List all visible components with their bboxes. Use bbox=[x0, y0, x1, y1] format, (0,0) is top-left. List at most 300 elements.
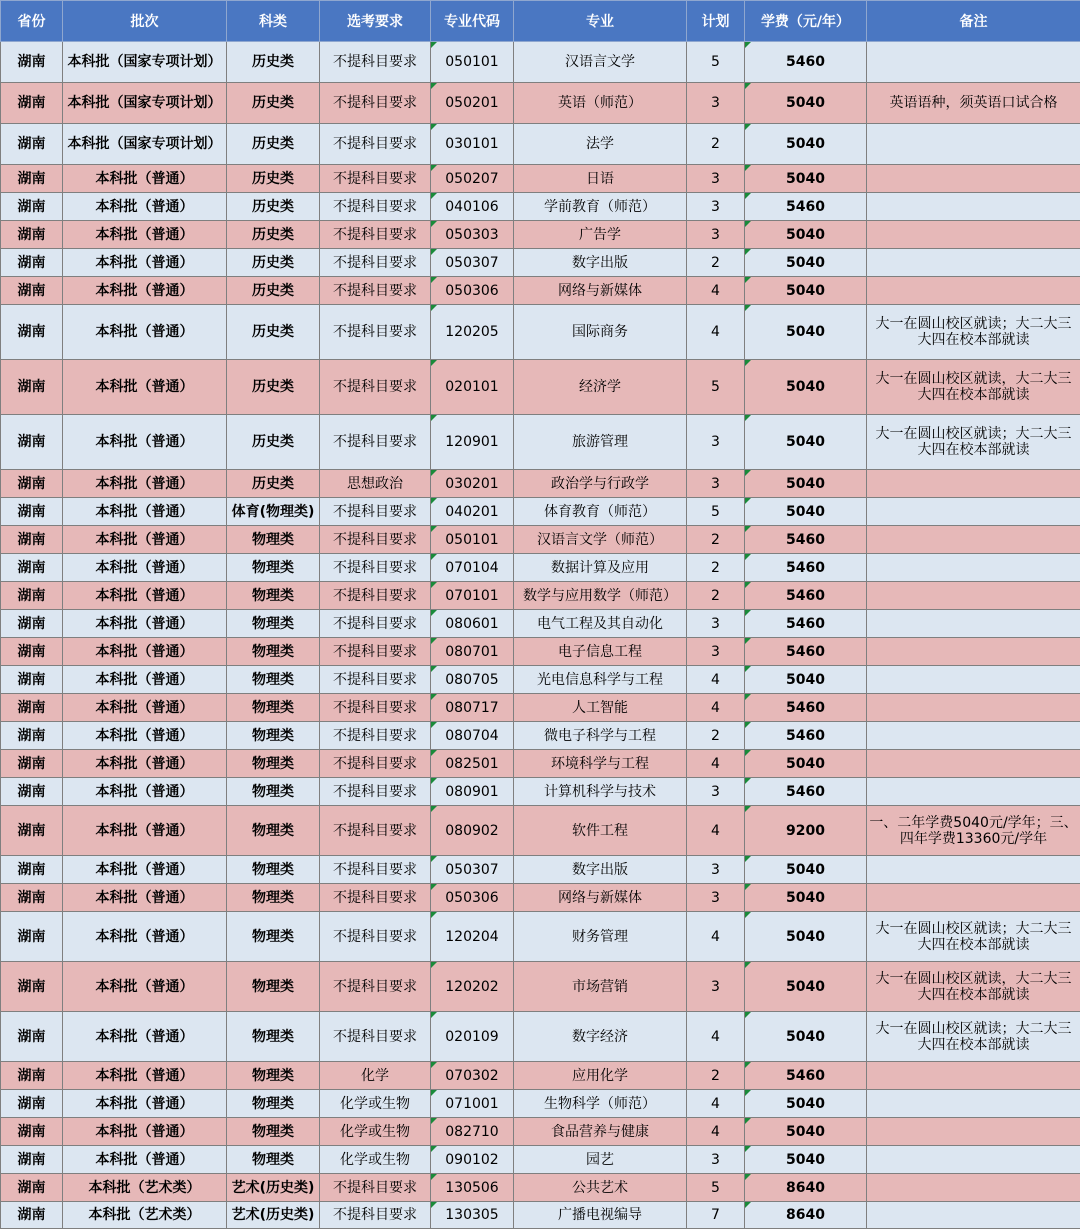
cell-requirement: 不提科目要求 bbox=[320, 1174, 431, 1202]
cell-category: 物理类 bbox=[227, 610, 320, 638]
cell-note: 大一在圆山校区就读；大二大三大四在校本部就读 bbox=[867, 415, 1080, 470]
cell-code: 120205 bbox=[431, 305, 514, 360]
cell-fee: 5040 bbox=[745, 221, 867, 249]
cell-province: 湖南 bbox=[1, 554, 63, 582]
cell-category: 物理类 bbox=[227, 554, 320, 582]
cell-note bbox=[867, 666, 1080, 694]
cell-note bbox=[867, 722, 1080, 750]
cell-province: 湖南 bbox=[1, 962, 63, 1012]
cell-note bbox=[867, 554, 1080, 582]
table-row bbox=[1, 1118, 1080, 1146]
cell-code: 120202 bbox=[431, 962, 514, 1012]
cell-batch: 本科批（普通） bbox=[63, 305, 227, 360]
cell-fee: 5460 bbox=[745, 778, 867, 806]
cell-code: 050101 bbox=[431, 526, 514, 554]
cell-province: 湖南 bbox=[1, 912, 63, 962]
cell-major: 电气工程及其自动化 bbox=[514, 610, 687, 638]
table-row bbox=[1, 249, 1080, 277]
cell-code: 040106 bbox=[431, 193, 514, 221]
cell-plan: 3 bbox=[687, 962, 745, 1012]
cell-category: 物理类 bbox=[227, 856, 320, 884]
cell-requirement: 不提科目要求 bbox=[320, 694, 431, 722]
cell-plan: 4 bbox=[687, 1118, 745, 1146]
cell-plan: 2 bbox=[687, 124, 745, 165]
cell-code: 130506 bbox=[431, 1174, 514, 1202]
cell-major: 软件工程 bbox=[514, 806, 687, 856]
cell-category: 物理类 bbox=[227, 884, 320, 912]
table-row bbox=[1, 884, 1080, 912]
cell-major: 数字出版 bbox=[514, 249, 687, 277]
cell-note: 英语语种，须英语口试合格 bbox=[867, 83, 1080, 124]
cell-note bbox=[867, 1090, 1080, 1118]
table-row bbox=[1, 277, 1080, 305]
cell-batch: 本科批（普通） bbox=[63, 277, 227, 305]
table-row bbox=[1, 193, 1080, 221]
cell-plan: 4 bbox=[687, 305, 745, 360]
cell-plan: 4 bbox=[687, 1012, 745, 1062]
cell-fee: 5460 bbox=[745, 694, 867, 722]
cell-category: 历史类 bbox=[227, 165, 320, 193]
cell-province: 湖南 bbox=[1, 221, 63, 249]
cell-batch: 本科批（普通） bbox=[63, 884, 227, 912]
cell-requirement: 化学或生物 bbox=[320, 1118, 431, 1146]
cell-major: 应用化学 bbox=[514, 1062, 687, 1090]
cell-province: 湖南 bbox=[1, 415, 63, 470]
cell-category: 历史类 bbox=[227, 221, 320, 249]
cell-requirement: 化学或生物 bbox=[320, 1090, 431, 1118]
table-row bbox=[1, 666, 1080, 694]
cell-major: 园艺 bbox=[514, 1146, 687, 1174]
cell-category: 历史类 bbox=[227, 305, 320, 360]
cell-plan: 4 bbox=[687, 750, 745, 778]
cell-fee: 5040 bbox=[745, 165, 867, 193]
cell-requirement: 不提科目要求 bbox=[320, 722, 431, 750]
table-row bbox=[1, 42, 1080, 83]
cell-note bbox=[867, 856, 1080, 884]
cell-category: 物理类 bbox=[227, 778, 320, 806]
cell-note: 大一在圆山校区就读；大二大三大四在校本部就读 bbox=[867, 1012, 1080, 1062]
cell-plan: 2 bbox=[687, 554, 745, 582]
cell-note bbox=[867, 1062, 1080, 1090]
cell-batch: 本科批（普通） bbox=[63, 610, 227, 638]
cell-fee: 5040 bbox=[745, 83, 867, 124]
cell-plan: 2 bbox=[687, 1062, 745, 1090]
cell-code: 070104 bbox=[431, 554, 514, 582]
cell-fee: 5040 bbox=[745, 1090, 867, 1118]
cell-category: 物理类 bbox=[227, 750, 320, 778]
cell-major: 网络与新媒体 bbox=[514, 277, 687, 305]
cell-note bbox=[867, 526, 1080, 554]
cell-batch: 本科批（普通） bbox=[63, 806, 227, 856]
cell-batch: 本科批（普通） bbox=[63, 722, 227, 750]
cell-fee: 5460 bbox=[745, 42, 867, 83]
cell-batch: 本科批（国家专项计划） bbox=[63, 124, 227, 165]
table-row bbox=[1, 360, 1080, 415]
cell-batch: 本科批（普通） bbox=[63, 360, 227, 415]
cell-fee: 5040 bbox=[745, 912, 867, 962]
cell-code: 080601 bbox=[431, 610, 514, 638]
cell-requirement: 不提科目要求 bbox=[320, 526, 431, 554]
table-row bbox=[1, 1012, 1080, 1062]
cell-fee: 5040 bbox=[745, 666, 867, 694]
cell-plan: 3 bbox=[687, 884, 745, 912]
cell-plan: 7 bbox=[687, 1202, 745, 1229]
cell-fee: 8640 bbox=[745, 1174, 867, 1202]
cell-batch: 本科批（艺术类） bbox=[63, 1202, 227, 1229]
cell-batch: 本科批（普通） bbox=[63, 165, 227, 193]
cell-batch: 本科批（普通） bbox=[63, 1118, 227, 1146]
cell-province: 湖南 bbox=[1, 1174, 63, 1202]
cell-note bbox=[867, 470, 1080, 498]
cell-fee: 5460 bbox=[745, 610, 867, 638]
cell-code: 080901 bbox=[431, 778, 514, 806]
cell-code: 020109 bbox=[431, 1012, 514, 1062]
cell-note bbox=[867, 277, 1080, 305]
table-row bbox=[1, 470, 1080, 498]
cell-code: 090102 bbox=[431, 1146, 514, 1174]
cell-plan: 4 bbox=[687, 694, 745, 722]
table-row bbox=[1, 912, 1080, 962]
cell-province: 湖南 bbox=[1, 750, 63, 778]
table-row bbox=[1, 582, 1080, 610]
cell-batch: 本科批（普通） bbox=[63, 498, 227, 526]
cell-code: 020101 bbox=[431, 360, 514, 415]
cell-province: 湖南 bbox=[1, 498, 63, 526]
cell-fee: 5040 bbox=[745, 124, 867, 165]
cell-code: 120204 bbox=[431, 912, 514, 962]
cell-note bbox=[867, 249, 1080, 277]
cell-requirement: 不提科目要求 bbox=[320, 165, 431, 193]
cell-fee: 5040 bbox=[745, 470, 867, 498]
cell-category: 历史类 bbox=[227, 470, 320, 498]
cell-major: 电子信息工程 bbox=[514, 638, 687, 666]
cell-batch: 本科批（普通） bbox=[63, 962, 227, 1012]
cell-category: 物理类 bbox=[227, 526, 320, 554]
cell-batch: 本科批（普通） bbox=[63, 221, 227, 249]
header-batch: 批次 bbox=[63, 1, 227, 42]
cell-major: 日语 bbox=[514, 165, 687, 193]
cell-category: 历史类 bbox=[227, 415, 320, 470]
cell-category: 历史类 bbox=[227, 277, 320, 305]
cell-requirement: 不提科目要求 bbox=[320, 360, 431, 415]
table-row bbox=[1, 1202, 1080, 1229]
cell-major: 法学 bbox=[514, 124, 687, 165]
cell-province: 湖南 bbox=[1, 1090, 63, 1118]
cell-code: 080717 bbox=[431, 694, 514, 722]
cell-code: 050101 bbox=[431, 42, 514, 83]
cell-note bbox=[867, 610, 1080, 638]
cell-major: 微电子科学与工程 bbox=[514, 722, 687, 750]
cell-category: 物理类 bbox=[227, 694, 320, 722]
cell-province: 湖南 bbox=[1, 124, 63, 165]
cell-category: 历史类 bbox=[227, 193, 320, 221]
cell-requirement: 不提科目要求 bbox=[320, 1012, 431, 1062]
cell-major: 旅游管理 bbox=[514, 415, 687, 470]
cell-note bbox=[867, 750, 1080, 778]
cell-category: 物理类 bbox=[227, 1090, 320, 1118]
cell-fee: 5040 bbox=[745, 884, 867, 912]
table-row bbox=[1, 856, 1080, 884]
cell-major: 数字出版 bbox=[514, 856, 687, 884]
cell-major: 食品营养与健康 bbox=[514, 1118, 687, 1146]
header-row bbox=[1, 1, 1080, 42]
cell-province: 湖南 bbox=[1, 884, 63, 912]
cell-requirement: 不提科目要求 bbox=[320, 221, 431, 249]
cell-batch: 本科批（普通） bbox=[63, 193, 227, 221]
table-row bbox=[1, 638, 1080, 666]
cell-batch: 本科批（艺术类） bbox=[63, 1174, 227, 1202]
cell-requirement: 不提科目要求 bbox=[320, 554, 431, 582]
table-row bbox=[1, 694, 1080, 722]
cell-code: 050303 bbox=[431, 221, 514, 249]
cell-note: 大一在圆山校区就读，大二大三大四在校本部就读 bbox=[867, 962, 1080, 1012]
cell-fee: 5040 bbox=[745, 249, 867, 277]
cell-batch: 本科批（普通） bbox=[63, 415, 227, 470]
cell-requirement: 不提科目要求 bbox=[320, 249, 431, 277]
cell-province: 湖南 bbox=[1, 722, 63, 750]
cell-fee: 9200 bbox=[745, 806, 867, 856]
cell-province: 湖南 bbox=[1, 806, 63, 856]
cell-plan: 3 bbox=[687, 856, 745, 884]
cell-requirement: 不提科目要求 bbox=[320, 806, 431, 856]
cell-fee: 5040 bbox=[745, 962, 867, 1012]
cell-batch: 本科批（普通） bbox=[63, 1146, 227, 1174]
cell-requirement: 不提科目要求 bbox=[320, 884, 431, 912]
cell-batch: 本科批（普通） bbox=[63, 638, 227, 666]
cell-code: 050306 bbox=[431, 277, 514, 305]
cell-requirement: 不提科目要求 bbox=[320, 42, 431, 83]
table-row bbox=[1, 722, 1080, 750]
cell-fee: 5460 bbox=[745, 1062, 867, 1090]
cell-plan: 2 bbox=[687, 526, 745, 554]
cell-fee: 5460 bbox=[745, 638, 867, 666]
cell-plan: 3 bbox=[687, 778, 745, 806]
header-code: 专业代码 bbox=[431, 1, 514, 42]
cell-plan: 5 bbox=[687, 1174, 745, 1202]
cell-plan: 4 bbox=[687, 806, 745, 856]
table-row bbox=[1, 526, 1080, 554]
cell-batch: 本科批（普通） bbox=[63, 554, 227, 582]
cell-code: 080902 bbox=[431, 806, 514, 856]
cell-note bbox=[867, 778, 1080, 806]
cell-plan: 4 bbox=[687, 1090, 745, 1118]
cell-plan: 3 bbox=[687, 83, 745, 124]
cell-category: 物理类 bbox=[227, 722, 320, 750]
table-row bbox=[1, 806, 1080, 856]
cell-code: 050207 bbox=[431, 165, 514, 193]
cell-note bbox=[867, 193, 1080, 221]
cell-plan: 5 bbox=[687, 360, 745, 415]
cell-batch: 本科批（普通） bbox=[63, 666, 227, 694]
cell-note bbox=[867, 124, 1080, 165]
cell-major: 环境科学与工程 bbox=[514, 750, 687, 778]
cell-province: 湖南 bbox=[1, 360, 63, 415]
cell-batch: 本科批（普通） bbox=[63, 856, 227, 884]
cell-code: 050307 bbox=[431, 249, 514, 277]
cell-code: 070302 bbox=[431, 1062, 514, 1090]
cell-province: 湖南 bbox=[1, 249, 63, 277]
cell-batch: 本科批（普通） bbox=[63, 694, 227, 722]
cell-note bbox=[867, 165, 1080, 193]
cell-requirement: 不提科目要求 bbox=[320, 277, 431, 305]
cell-requirement: 不提科目要求 bbox=[320, 193, 431, 221]
table-row bbox=[1, 1146, 1080, 1174]
cell-requirement: 化学 bbox=[320, 1062, 431, 1090]
cell-batch: 本科批（普通） bbox=[63, 778, 227, 806]
cell-fee: 5460 bbox=[745, 554, 867, 582]
cell-province: 湖南 bbox=[1, 470, 63, 498]
cell-fee: 5040 bbox=[745, 277, 867, 305]
cell-major: 公共艺术 bbox=[514, 1174, 687, 1202]
cell-note bbox=[867, 42, 1080, 83]
cell-note: 大一在圆山校区就读；大二大三大四在校本部就读 bbox=[867, 305, 1080, 360]
cell-batch: 本科批（普通） bbox=[63, 470, 227, 498]
header-requirement: 选考要求 bbox=[320, 1, 431, 42]
cell-requirement: 不提科目要求 bbox=[320, 83, 431, 124]
cell-fee: 5460 bbox=[745, 722, 867, 750]
cell-province: 湖南 bbox=[1, 305, 63, 360]
cell-plan: 5 bbox=[687, 42, 745, 83]
cell-requirement: 不提科目要求 bbox=[320, 305, 431, 360]
cell-category: 物理类 bbox=[227, 638, 320, 666]
cell-requirement: 不提科目要求 bbox=[320, 415, 431, 470]
cell-major: 网络与新媒体 bbox=[514, 884, 687, 912]
cell-major: 财务管理 bbox=[514, 912, 687, 962]
cell-province: 湖南 bbox=[1, 1146, 63, 1174]
cell-requirement: 化学或生物 bbox=[320, 1146, 431, 1174]
cell-category: 物理类 bbox=[227, 1118, 320, 1146]
cell-category: 物理类 bbox=[227, 1062, 320, 1090]
cell-fee: 8640 bbox=[745, 1202, 867, 1229]
cell-province: 湖南 bbox=[1, 1202, 63, 1229]
cell-note: 大一在圆山校区就读；大二大三大四在校本部就读 bbox=[867, 912, 1080, 962]
cell-code: 120901 bbox=[431, 415, 514, 470]
table-row bbox=[1, 554, 1080, 582]
cell-batch: 本科批（国家专项计划） bbox=[63, 83, 227, 124]
cell-plan: 3 bbox=[687, 610, 745, 638]
table-row bbox=[1, 165, 1080, 193]
cell-major: 数据计算及应用 bbox=[514, 554, 687, 582]
cell-major: 学前教育（师范） bbox=[514, 193, 687, 221]
cell-province: 湖南 bbox=[1, 638, 63, 666]
cell-note bbox=[867, 884, 1080, 912]
cell-category: 历史类 bbox=[227, 360, 320, 415]
cell-plan: 3 bbox=[687, 165, 745, 193]
cell-code: 082710 bbox=[431, 1118, 514, 1146]
cell-note bbox=[867, 582, 1080, 610]
cell-province: 湖南 bbox=[1, 1012, 63, 1062]
cell-code: 040201 bbox=[431, 498, 514, 526]
table-row bbox=[1, 778, 1080, 806]
cell-plan: 3 bbox=[687, 193, 745, 221]
cell-province: 湖南 bbox=[1, 856, 63, 884]
cell-code: 082501 bbox=[431, 750, 514, 778]
cell-major: 广播电视编导 bbox=[514, 1202, 687, 1229]
cell-note bbox=[867, 694, 1080, 722]
table-body bbox=[1, 42, 1080, 1229]
cell-category: 体育(物理类) bbox=[227, 498, 320, 526]
cell-batch: 本科批（普通） bbox=[63, 526, 227, 554]
cell-code: 050307 bbox=[431, 856, 514, 884]
cell-requirement: 不提科目要求 bbox=[320, 778, 431, 806]
cell-code: 080704 bbox=[431, 722, 514, 750]
cell-major: 生物科学（师范） bbox=[514, 1090, 687, 1118]
cell-note: 一、二年学费5040元/学年；三、四年学费13360元/学年 bbox=[867, 806, 1080, 856]
cell-province: 湖南 bbox=[1, 165, 63, 193]
cell-category: 艺术(历史类) bbox=[227, 1202, 320, 1229]
cell-province: 湖南 bbox=[1, 526, 63, 554]
cell-code: 030101 bbox=[431, 124, 514, 165]
table-row bbox=[1, 1090, 1080, 1118]
cell-category: 历史类 bbox=[227, 83, 320, 124]
cell-requirement: 不提科目要求 bbox=[320, 124, 431, 165]
cell-province: 湖南 bbox=[1, 277, 63, 305]
cell-code: 130305 bbox=[431, 1202, 514, 1229]
cell-code: 050201 bbox=[431, 83, 514, 124]
header-fee: 学费（元/年） bbox=[745, 1, 867, 42]
cell-province: 湖南 bbox=[1, 666, 63, 694]
cell-plan: 3 bbox=[687, 221, 745, 249]
table-row bbox=[1, 962, 1080, 1012]
cell-batch: 本科批（普通） bbox=[63, 1012, 227, 1062]
cell-batch: 本科批（普通） bbox=[63, 1090, 227, 1118]
cell-plan: 2 bbox=[687, 249, 745, 277]
cell-requirement: 不提科目要求 bbox=[320, 856, 431, 884]
cell-province: 湖南 bbox=[1, 694, 63, 722]
header-note: 备注 bbox=[867, 1, 1080, 42]
cell-category: 艺术(历史类) bbox=[227, 1174, 320, 1202]
cell-plan: 3 bbox=[687, 1146, 745, 1174]
cell-batch: 本科批（普通） bbox=[63, 249, 227, 277]
cell-category: 物理类 bbox=[227, 666, 320, 694]
table-row bbox=[1, 83, 1080, 124]
cell-code: 050306 bbox=[431, 884, 514, 912]
cell-category: 物理类 bbox=[227, 1146, 320, 1174]
cell-province: 湖南 bbox=[1, 1062, 63, 1090]
cell-major: 体育教育（师范） bbox=[514, 498, 687, 526]
cell-major: 数学与应用数学（师范） bbox=[514, 582, 687, 610]
cell-major: 计算机科学与技术 bbox=[514, 778, 687, 806]
cell-requirement: 不提科目要求 bbox=[320, 1202, 431, 1229]
cell-plan: 5 bbox=[687, 498, 745, 526]
cell-plan: 4 bbox=[687, 277, 745, 305]
cell-category: 物理类 bbox=[227, 912, 320, 962]
cell-category: 物理类 bbox=[227, 962, 320, 1012]
cell-requirement: 不提科目要求 bbox=[320, 912, 431, 962]
cell-category: 物理类 bbox=[227, 1012, 320, 1062]
header-province: 省份 bbox=[1, 1, 63, 42]
cell-plan: 3 bbox=[687, 470, 745, 498]
cell-category: 物理类 bbox=[227, 582, 320, 610]
cell-fee: 5460 bbox=[745, 526, 867, 554]
cell-plan: 2 bbox=[687, 722, 745, 750]
cell-province: 湖南 bbox=[1, 1118, 63, 1146]
table-row bbox=[1, 750, 1080, 778]
cell-fee: 5040 bbox=[745, 750, 867, 778]
header-category: 科类 bbox=[227, 1, 320, 42]
cell-major: 汉语言文学 bbox=[514, 42, 687, 83]
cell-major: 国际商务 bbox=[514, 305, 687, 360]
table-row bbox=[1, 124, 1080, 165]
table-row bbox=[1, 221, 1080, 249]
cell-category: 历史类 bbox=[227, 124, 320, 165]
cell-batch: 本科批（国家专项计划） bbox=[63, 42, 227, 83]
cell-fee: 5040 bbox=[745, 1012, 867, 1062]
cell-code: 080705 bbox=[431, 666, 514, 694]
cell-code: 080701 bbox=[431, 638, 514, 666]
cell-requirement: 思想政治 bbox=[320, 470, 431, 498]
cell-code: 030201 bbox=[431, 470, 514, 498]
